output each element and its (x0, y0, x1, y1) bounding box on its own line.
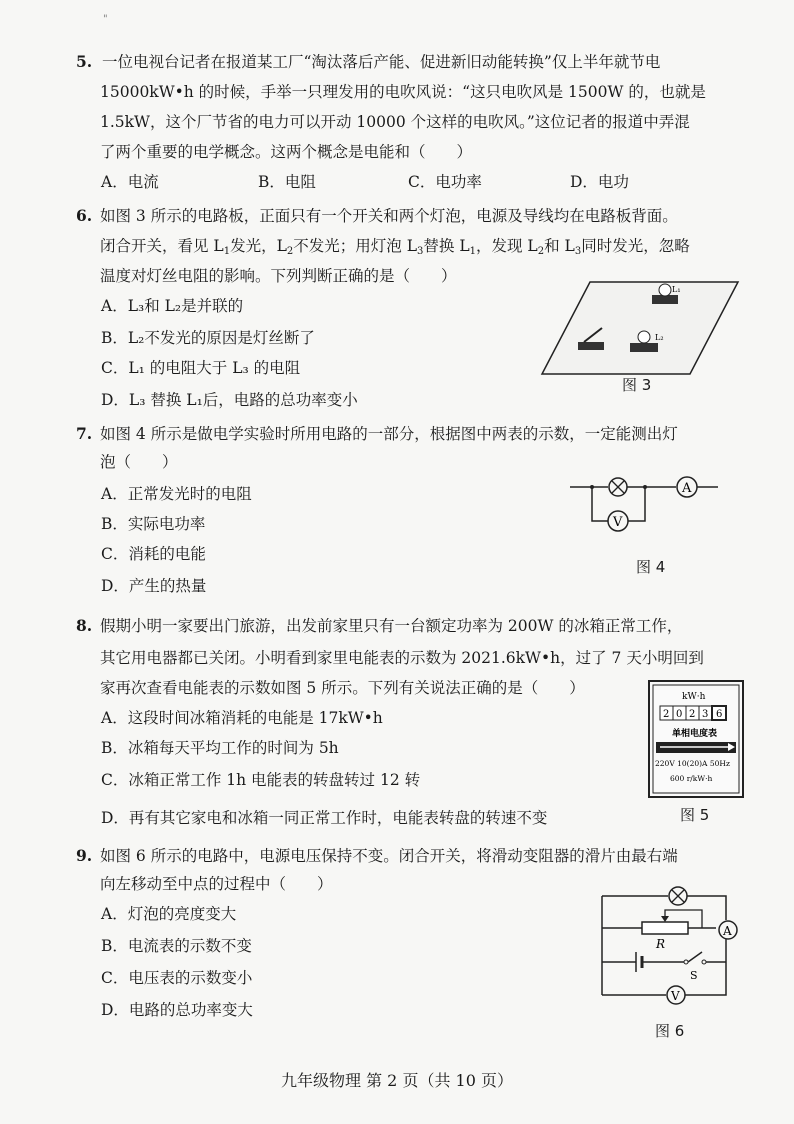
ammeter-label: A (682, 481, 692, 496)
page-footer: 九年级物理 第 2 页（共 10 页） (281, 1071, 513, 1090)
meter-digit: 0 (676, 709, 683, 720)
meter-digit: 3 (702, 709, 709, 720)
meter-digits (660, 706, 726, 720)
option-c: C．L₁ 的电阻大于 L₃ 的电阻 (101, 359, 301, 377)
question-text-line: 一位电视台记者在报道某工厂“淘汰落后产能、促进新旧动能转换”仅上半年就节电 (102, 53, 661, 71)
option-a: A．灯泡的亮度变大 (101, 905, 237, 923)
figure-4-circuit (570, 470, 720, 540)
meter-spec: 220V 10(20)A 50Hz (655, 759, 730, 768)
question-text-line: 1.5kW，这个厂节省的电力可以开动 10000 个这样的电吹风。”这位记者的报道中弄混 (100, 113, 690, 131)
option-b: B．电流表的示数不变 (101, 937, 252, 955)
question-text-line: 其它用电器都已关闭。小明看到家里电能表的示数为 2021.6kW•h，过了 7 天小明回到 (100, 649, 704, 667)
option-a: A．电流 (101, 173, 159, 191)
option-d: D．产生的热量 (101, 577, 207, 595)
voltmeter-label: V (613, 515, 623, 530)
option-d: D．电功 (570, 173, 629, 191)
option-d: D．再有其它家电和冰箱一同正常工作时，电能表转盘的转速不变 (101, 809, 548, 827)
option-c: C．冰箱正常工作 1h 电能表的转盘转过 12 转 (101, 771, 421, 789)
option-d: D．电路的总功率变大 (101, 1001, 253, 1019)
figure-6-caption: 图 6 (655, 1022, 685, 1040)
figure-3-caption: 图 3 (622, 376, 652, 394)
option-b: B．冰箱每天平均工作的时间为 5h (101, 739, 339, 757)
question-text-line: 15000kW•h 的时候，手举一只理发用的电吹风说：“这只电吹风是 1500W 的，也就是 (100, 83, 706, 101)
fig-label-l1: L₁ (672, 285, 681, 294)
question-number: 5. (76, 52, 93, 71)
question-text-line: 闭合开关，看见 $L_1$发光，$L_2$不发光；用灯泡 $L_3$替换 $L_1$，发现 $L_2$和 $L_3$同时发光，忽略 (100, 237, 690, 257)
voltmeter-label: V (671, 989, 680, 1003)
question-number: 7. (76, 424, 93, 443)
figure-4-caption: 图 4 (636, 558, 666, 576)
figure-3-circuit-board (540, 280, 740, 380)
meter-unit: kW·h (682, 692, 706, 702)
option-b: B．实际电功率 (101, 515, 206, 533)
figure-5-energy-meter (648, 680, 744, 798)
option-a: A．这段时间冰箱消耗的电能是 17kW•h (101, 709, 383, 727)
question-text-line: 如图 3 所示的电路板，正面只有一个开关和两个灯泡，电源及导线均在电路板背面。 (100, 207, 678, 225)
question-text-line: 了两个重要的电学概念。这两个概念是电能和（ ） (100, 143, 473, 161)
meter-digit: 6 (716, 709, 723, 720)
meter-digit: 2 (663, 709, 670, 720)
question-text-line: 如图 6 所示的电路中，电源电压保持不变。闭合开关，将滑动变阻器的滑片由最右端 (100, 847, 678, 865)
option-b: B．电阻 (258, 173, 316, 191)
ammeter-label: A (723, 924, 732, 938)
question-text-line: 泡（ ） (100, 453, 178, 471)
switch-label: S (690, 969, 698, 982)
option-b: B．L₂不发光的原因是灯丝断了 (101, 329, 315, 347)
option-c: C．消耗的电能 (101, 545, 206, 563)
scan-mark: " (103, 14, 108, 25)
fig-label-l2: L₂ (655, 333, 664, 342)
question-number: 9. (76, 846, 93, 865)
question-number: 6. (76, 206, 93, 225)
option-c: C．电功率 (408, 173, 482, 191)
meter-rev: 600 r/kW·h (670, 774, 713, 783)
option-d: D．L₃ 替换 L₁后，电路的总功率变小 (101, 391, 358, 409)
meter-name: 单相电度表 (672, 729, 718, 739)
resistor-label: R (656, 937, 666, 951)
question-text-line: 温度对灯丝电阻的影响。下列判断正确的是（ ） (100, 267, 457, 285)
option-a: A．L₃和 L₂是并联的 (101, 297, 244, 315)
option-c: C．电压表的示数变小 (101, 969, 253, 987)
question-text-line: 家再次查看电能表的示数如图 5 所示。下列有关说法正确的是（ ） (100, 679, 585, 697)
figure-6-circuit (598, 880, 746, 1010)
question-text-line: 向左移动至中点的过程中（ ） (100, 875, 333, 893)
meter-digit: 2 (689, 709, 696, 720)
question-text-line: 假期小明一家要出门旅游，出发前家里只有一台额定功率为 200W 的冰箱正常工作， (100, 617, 683, 635)
question-number: 8. (76, 616, 93, 635)
option-a: A．正常发光时的电阻 (101, 485, 252, 503)
question-text-line: 如图 4 所示是做电学实验时所用电路的一部分，根据图中两表的示数，一定能测出灯 (100, 425, 678, 443)
figure-5-caption: 图 5 (680, 806, 710, 824)
